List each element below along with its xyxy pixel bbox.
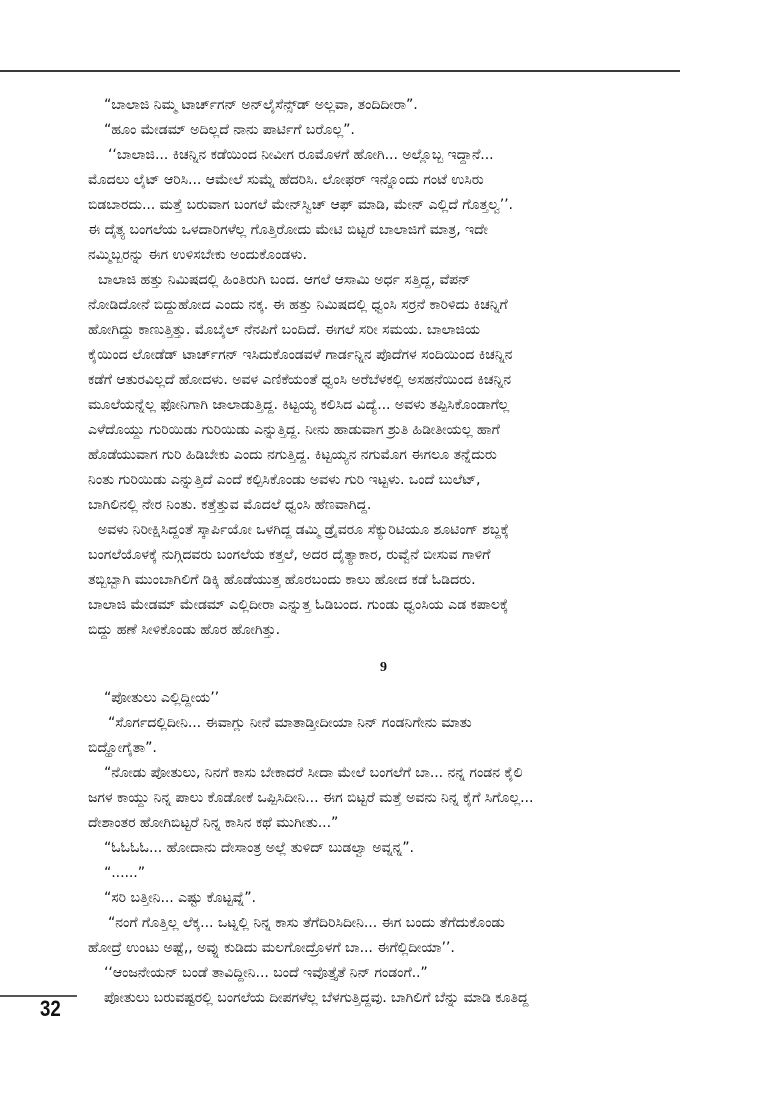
text-line: ಹೋಗಿದ್ದು ಕಾಣುತ್ತಿತ್ತು. ಮೊಬೈಲ್ ನೆನಪಿಗೆ ಬಂದಿದೆ. ಈಗಲೆ ಸರೀ ಸಮಯ. ಬಾಲಾಜಿಯ (88, 322, 481, 338)
text-line: ಮೊದಲು ಲೈಟ್ ಆರಿಸಿ... ಆಮೇಲೆ ಸುಮ್ನೆ ಹೆದರಿಸಿ. ಲೋಫರ್ ಇನ್ನೊಂದು ಗಂಟೆ ಉಸಿರು (88, 172, 484, 188)
text-line: ಎಳೆದೊಯ್ದು ಗುರಿಯಿಡು ಗುರಿಯಿಡು ಎನ್ನುತ್ತಿದ್ದ. ನೀನು ಹಾಡುವಾಗ ಶ್ರುತಿ ಹಿಡೀತೀಯಲ್ಲ ಹಾಗೆ (88, 422, 500, 438)
text-line: ಬಾಲಾಜಿ ಮೇಡಮ್ ಮೇಡಮ್ ಎಲ್ಲಿದೀರಾ ಎನ್ನುತ್ತ ಓಡಿಬಂದ. ಗುಂಡು ಧ್ವಂಸಿಯ ಎಡ ಕಪಾಲಕ್ಕೆ (88, 597, 509, 613)
page-number: 32 (40, 996, 61, 1021)
text-line: ಜಗಳ ಕಾಯ್ದು ನಿನ್ನ ಪಾಲು ಕೊಡೋಕೆ ಒಪ್ಪಿಸಿದೀನಿ... ಈಗ ಬಿಟ್ಟರೆ ಮತ್ತೆ ಅವನು ನಿನ್ನ ಕೈಗೆ ಸಿಗೊಲ್ಲ... (88, 790, 534, 806)
text-line: ಬಿದ್ದು ಹಣೆ ಸೀಳಿಕೊಂಡು ಹೊರ ಹೋಗಿತ್ತು. (88, 622, 281, 638)
text-line: “ಹೂಂ ಮೇಡಮ್ ಅದಿಲ್ಲದೆ ನಾನು ಪಾರ್ಟಿಗೆ ಬರೊಲ್ಲ”. (104, 122, 355, 138)
text-line: ಮೂಲೆಯನ್ನೆಲ್ಲ ಫೋನಿಗಾಗಿ ಜಾಲಾಡುತ್ತಿದ್ದ. ಕಿಟ್ಟಯ್ಯ ಕಲಿಸಿದ ವಿದ್ಯೆ... ಅವಳು ತಪ್ಪಿಸಿಕೊಂಡಾಗೆಲ್ಲ (88, 397, 510, 413)
text-line: ಕೈಯಿಂದ ಲೋಡೆಡ್ ಟಾರ್ಚ್‌ಗನ್ ಇಸಿದುಕೊಂಡವಳೆ ಗಾರ್ಡನ್ನಿನ ಪೊದೆಗಳ ಸಂದಿಯಿಂದ ಕಿಚನ್ನಿನ (88, 347, 513, 363)
text-line: ಹೋದ್ರೆ ಉಂಟು ಅಷ್ಟೆ,, ಅವ್ನು ಕುಡಿದು ಮಲಗೋದ್ರೊಳಗೆ ಬಾ... ಈಗೆಲ್ಲಿದೀಯಾ’’. (88, 940, 455, 956)
text-line: “ಬಾಲಾಜಿ ನಿಮ್ಮ ಟಾರ್ಚ್‌ಗನ್ ಅನ್‌ಲೈಸೆನ್ಸ್‌ಡ್ ಅಲ್ಲವಾ, ತಂದಿದೀರಾ”. (104, 97, 418, 113)
text-line: ಬಂಗಲೆಯೊಳಕ್ಕೆ ನುಗ್ಗಿದವರು ಬಂಗಲೆಯ ಕತ್ತಲೆ, ಅದರ ದೈತ್ಯಾಕಾರ, ರುವ್ವೆನೆ ಬೀಸುವ ಗಾಳಿಗೆ (88, 547, 491, 563)
top-rule (0, 70, 680, 72)
text-line: “ನೋಡು ಪೋತುಲು, ನಿನಗೆ ಕಾಸು ಬೇಕಾದರೆ ಸೀದಾ ಮೇಲೆ ಬಂಗಲೆಗೆ ಬಾ... ನನ್ನ ಗಂಡನ ಕೈಲಿ (104, 765, 523, 781)
text-line: ‘‘ಬಾಲಾಜಿ... ಕಿಚನ್ನಿನ ಕಡೆಯಿಂದ ನೀವೀಗ ರೂಮೊಳಗೆ ಹೋಗಿ... ಅಲ್ಲೊಬ್ಬ ಇದ್ದಾನೆ... (108, 147, 494, 163)
text-line: “ಪೋತುಲು ಎಲ್ಲಿದ್ದೀಯ’’ (104, 690, 220, 706)
text-line: ನಿಂತು ಗುರಿಯಿಡು ಎನ್ನುತ್ತಿದೆ ಎಂದೆ ಕಲ್ಪಿಸಿಕೊಂಡು ಅವಳು ಗುರಿ ಇಟ್ಟಳು. ಒಂದೆ ಬುಲೆಟ್, (88, 472, 481, 488)
text-line: “......” (104, 865, 145, 881)
text-line: ನೋಡಿದೋನೆ ಬಿದ್ದುಹೋದ ಎಂದು ನಕ್ಕ. ಈ ಹತ್ತು ನಿಮಿಷದಲ್ಲಿ ಧ್ವಂಸಿ ಸರ್ರನೆ ಕಾರಿಳಿದು ಕಿಚನ್ನಿಗೆ (88, 297, 508, 313)
text-line: ಬಿಡಬಾರದು... ಮತ್ತೆ ಬರುವಾಗ ಬಂಗಲೆ ಮೇನ್‌ಸ್ವಿಚ್ ಆಫ್ ಮಾಡಿ, ಮೇನ್ ಎಲ್ಲಿದೆ ಗೊತ್ತಲ್ವ’’. (88, 197, 513, 213)
text-line: “ನಂಗೆ ಗೊತ್ತಿಲ್ಲ ಲೆಕ್ಕ... ಒಟ್ನಲ್ಲಿ ನಿನ್ನ ಕಾಸು ತೆಗೆದಿರಿಸಿದೀನಿ... ಈಗ ಬಂದು ತೆಗೆದುಕೊಂಡು (108, 915, 505, 931)
text-line: ಬಾಲಾಜಿ ಹತ್ತು ನಿಮಿಷದಲ್ಲಿ ಹಿಂತಿರುಗಿ ಬಂದ. ಆಗಲೆ ಆಸಾಮಿ ಅರ್ಧ ಸತ್ತಿದ್ದ, ವೆಪನ್ (98, 272, 471, 288)
text-line: “ಸರಿ ಬತ್ತೀನಿ... ಎಷ್ಟು ಕೊಟ್ಟವ್ನೆ”. (104, 890, 256, 906)
text-line: ನಮ್ಮಿಬ್ಬರನ್ನು ಈಗ ಉಳಿಸಬೇಕು ಅಂದುಕೊಂಡಳು. (88, 247, 307, 263)
text-line: “ಓಓಓಓ... ಹೋದಾನು ದೇಸಾಂತ್ರ ಅಲ್ಲೆ ತುಳಿದ್ ಬುಡಲ್ವಾ ಅವ್ನನ್ನ”. (104, 840, 414, 856)
text-line: ತಬ್ಬಿಬ್ಬಾಗಿ ಮುಂಬಾಗಿಲಿಗೆ ಡಿಕ್ಕಿ ಹೊಡೆಯುತ್ತ ಹೊರಬಂದು ಕಾಲು ಹೋದ ಕಡೆ ಓಡಿದರು. (88, 572, 476, 588)
text-line: ಹೊಡೆಯುವಾಗ ಗುರಿ ಹಿಡಿಬೇಕು ಎಂದು ನಗುತ್ತಿದ್ದ. ಕಿಟ್ಟಯ್ಯನ ನಗುಮೊಗ ಈಗಲೂ ತನ್ನೆದುರು (88, 447, 497, 463)
body-text-chapter-9 (88, 686, 680, 1011)
text-line: ‘‘ಆಂಜನೇಯನ್ ಬಂಡೆ ತಾವಿದ್ದೀನಿ... ಬಂದೆ ಇವೊತ್ತೈತೆ ನಿನ್ ಗಂಡಂಗೆ..” (104, 965, 428, 981)
text-line: ದೇಶಾಂತರ ಹೋಗಿಬಿಟ್ಟರೆ ನಿನ್ನ ಕಾಸಿನ ಕಥೆ ಮುಗೀತು...” (88, 815, 339, 831)
body-text-before-chapter (88, 93, 680, 643)
footer-rule (0, 995, 77, 997)
text-line: ಬಾಗಿಲಿನಲ್ಲಿ ನೇರ ನಿಂತು. ಕತ್ತೆತ್ತುವ ಮೊದಲೆ ಧ್ವಂಸಿ ಹೆಣವಾಗಿದ್ದ. (88, 497, 372, 513)
text-line: “ಸೊರ್ಗದಲ್ಲಿದೀನಿ... ಈವಾಗ್ಲು ನೀನೆ ಮಾತಾಡ್ತೀದೀಯಾ ನಿನ್ ಗಂಡನಿಗೇನು ಮಾತು (108, 715, 472, 731)
text-line: ಕಡೆಗೆ ಆತುರವಿಲ್ಲದೆ ಹೋದಳು. ಅವಳ ಎಣಿಕೆಯಂತೆ ಧ್ವಂಸಿ ಅರೆಬೆಳಕಲ್ಲಿ ಅಸಹನೆಯಿಂದ ಕಿಚನ್ನಿನ (88, 372, 511, 388)
text-line: ಈ ದೈತ್ಯ ಬಂಗಲೆಯ ಒಳದಾರಿಗಳೆಲ್ಲ ಗೊತ್ತಿರೋದು ಮೇಟಿ ಬಿಟ್ಟರೆ ಬಾಲಾಜಿಗೆ ಮಾತ್ರ, ಇದೇ (88, 222, 488, 238)
text-line: ಅವಳು ನಿರೀಕ್ಷಿಸಿದ್ದಂತೆ ಸ್ಕಾರ್ಪಿಯೋ ಒಳಗಿದ್ದ ಡಮ್ಮಿ ಡ್ರೈವರೂ ಸೆಕ್ಯುರಿಟಿಯೂ ಶೂಟಿಂಗ್ ಶಬ್ದಕ್ಕೆ (98, 522, 509, 538)
text-line: ಬಿದ್ಹೋಗೈತಾ”. (88, 740, 157, 756)
chapter-number: 9 (380, 660, 387, 675)
text-line: ಪೋತುಲು ಬರುವಷ್ಟರಲ್ಲಿ ಬಂಗಲೆಯ ದೀಪಗಳೆಲ್ಲ ಬೆಳಗುತ್ತಿದ್ದವು. ಬಾಗಿಲಿಗೆ ಬೆನ್ನು ಮಾಡಿ ಕೂತಿದ್ದ (104, 990, 529, 1006)
